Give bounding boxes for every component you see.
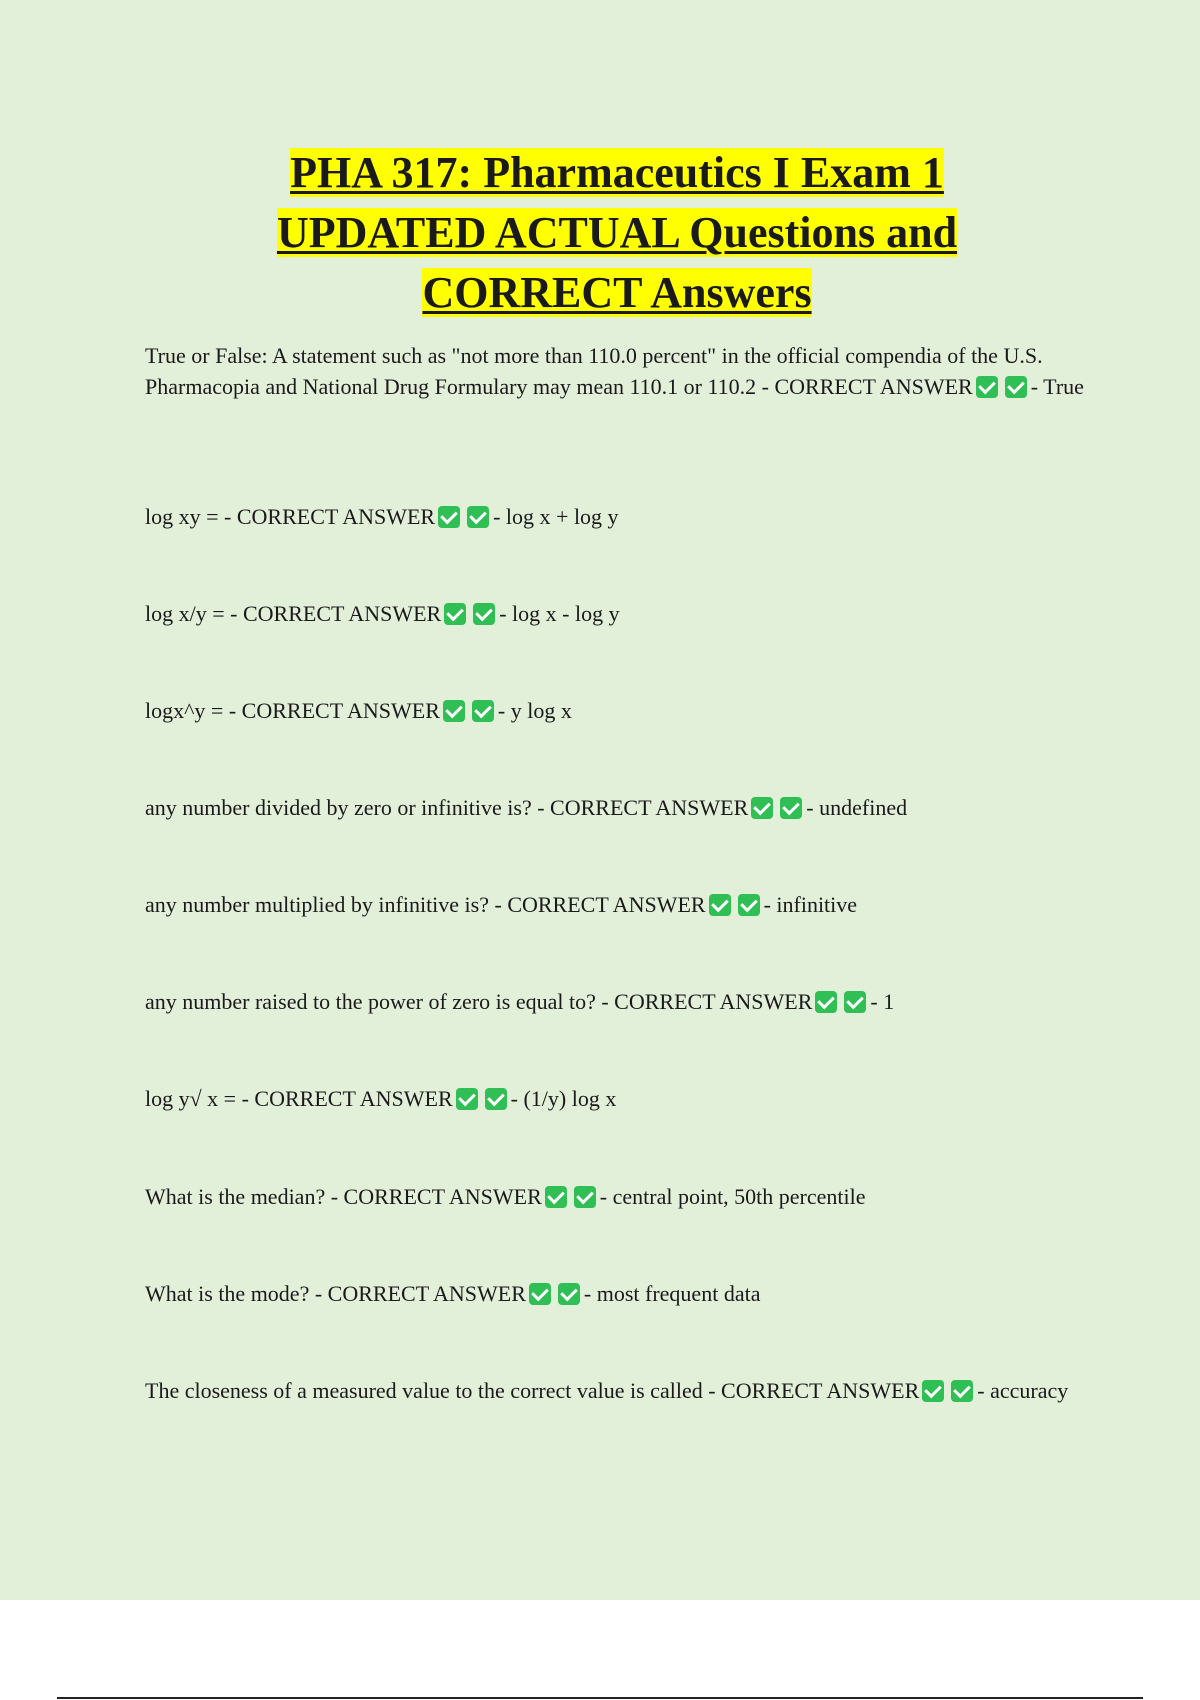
check-icon bbox=[529, 1283, 551, 1305]
question-text: log y√ x = bbox=[145, 1086, 237, 1111]
check-icon bbox=[951, 1380, 973, 1402]
answer-text: - log x - log y bbox=[499, 601, 620, 626]
check-icon bbox=[780, 797, 802, 819]
document-title-text: PHA 317: Pharmaceutics I Exam 1 UPDATED ACTUAL Questions and CORRECT Answers bbox=[276, 148, 958, 317]
answer-text: - (1/y) log x bbox=[510, 1086, 617, 1111]
answer-marker: - CORRECT ANSWER bbox=[330, 1184, 542, 1209]
question-text: log x/y = bbox=[145, 601, 225, 626]
qa-item bbox=[145, 340, 1105, 402]
check-icon bbox=[709, 894, 731, 916]
check-icon bbox=[472, 700, 494, 722]
qa-item bbox=[145, 598, 1105, 629]
question-text: log xy = bbox=[145, 504, 219, 529]
answer-text: - 1 bbox=[870, 989, 895, 1014]
qa-item bbox=[145, 1278, 1105, 1309]
answer-marker: - CORRECT ANSWER bbox=[228, 698, 440, 723]
document-title bbox=[180, 143, 1054, 323]
question-text: logx^y = bbox=[145, 698, 224, 723]
check-icon bbox=[545, 1186, 567, 1208]
question-text: True or False: A statement such as "not more than 110.0 percent" in the official compendia of the U.S. Pharmacopia and National Drug Formulary may mean 110.1 or 110.2 bbox=[145, 343, 1043, 399]
answer-text: - accuracy bbox=[977, 1378, 1069, 1403]
check-icon bbox=[922, 1380, 944, 1402]
qa-item bbox=[145, 695, 1105, 726]
qa-item bbox=[145, 889, 1105, 920]
check-icon bbox=[558, 1283, 580, 1305]
answer-text: - infinitive bbox=[763, 892, 858, 917]
answer-text: - central point, 50th percentile bbox=[599, 1184, 866, 1209]
check-icon bbox=[815, 991, 837, 1013]
question-text: The closeness of a measured value to the correct value is called bbox=[145, 1378, 703, 1403]
answer-text: - y log x bbox=[497, 698, 572, 723]
answer-marker: - CORRECT ANSWER bbox=[314, 1281, 526, 1306]
check-icon bbox=[444, 603, 466, 625]
answer-marker: - CORRECT ANSWER bbox=[241, 1086, 453, 1111]
check-icon bbox=[467, 506, 489, 528]
check-icon bbox=[485, 1088, 507, 1110]
question-text: any number raised to the power of zero is equal to? bbox=[145, 989, 596, 1014]
check-icon bbox=[738, 894, 760, 916]
answer-marker: - CORRECT ANSWER bbox=[601, 989, 813, 1014]
answer-marker: - CORRECT ANSWER bbox=[224, 504, 436, 529]
answer-marker: - CORRECT ANSWER bbox=[230, 601, 442, 626]
check-icon bbox=[456, 1088, 478, 1110]
question-text: any number multiplied by infinitive is? bbox=[145, 892, 489, 917]
question-text: What is the mode? bbox=[145, 1281, 310, 1306]
check-icon bbox=[1005, 376, 1027, 398]
qa-item bbox=[145, 986, 1105, 1017]
answer-marker: - CORRECT ANSWER bbox=[537, 795, 749, 820]
answer-marker: - CORRECT ANSWER bbox=[708, 1378, 920, 1403]
answer-text: - undefined bbox=[806, 795, 908, 820]
check-icon bbox=[751, 797, 773, 819]
qa-item bbox=[145, 1181, 1105, 1212]
answer-marker: - CORRECT ANSWER bbox=[761, 374, 973, 399]
question-text: What is the median? bbox=[145, 1184, 326, 1209]
check-icon bbox=[976, 376, 998, 398]
check-icon bbox=[438, 506, 460, 528]
answer-text: - most frequent data bbox=[583, 1281, 761, 1306]
answer-text: - True bbox=[1030, 374, 1084, 399]
qa-item bbox=[145, 1083, 1105, 1114]
qa-item bbox=[145, 792, 1105, 823]
qa-item bbox=[145, 501, 1105, 532]
answer-text: - log x + log y bbox=[493, 504, 619, 529]
check-icon bbox=[473, 603, 495, 625]
footer-divider bbox=[57, 1697, 1143, 1699]
answer-marker: - CORRECT ANSWER bbox=[494, 892, 706, 917]
question-text: any number divided by zero or infinitive is? bbox=[145, 795, 532, 820]
check-icon bbox=[574, 1186, 596, 1208]
check-icon bbox=[443, 700, 465, 722]
check-icon bbox=[844, 991, 866, 1013]
qa-item bbox=[145, 1375, 1105, 1406]
